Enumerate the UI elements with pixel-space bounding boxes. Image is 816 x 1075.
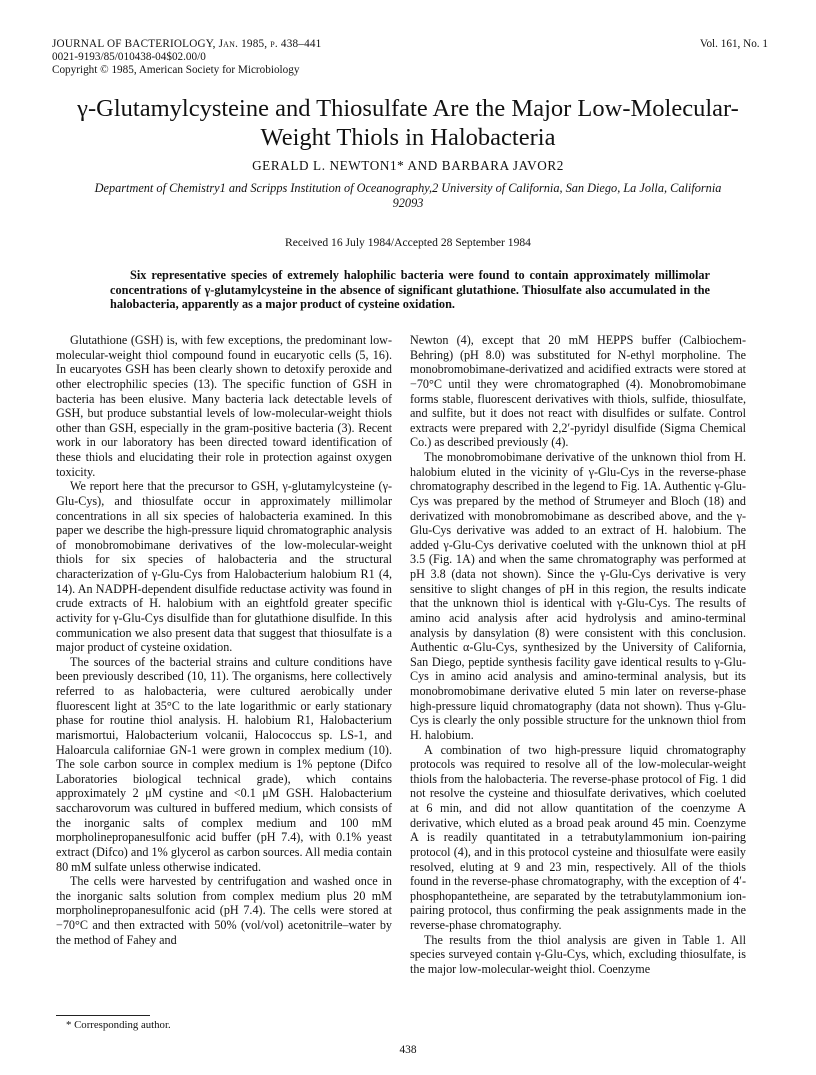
journal-citation: JOURNAL OF BACTERIOLOGY, Jan. 1985, p. 438–441 (52, 38, 322, 50)
running-header-left (52, 38, 321, 77)
paragraph: A combination of two high-pressure liquid chromatography protocols was required to resolve all of the low-molecular-weight thiols from the halobacteria. The reverse-phase protocol of Fig. 1 did not resolve the cysteine and thiosulfate derivatives, which coeluted at 6 min, and did not allow quantitation of the coenzyme A derivative, which eluted as a broad peak around 45 min. Coenzyme A is readily quantitated in a tetrabutylammonium ion-pairing protocol (4), and in this protocol cysteine and thiosulfate were easily resolved, eluting at 9 and 23 min, respectively. All of the thiols found in the reverse-phase chromatography, with the exception of 4′-phosphopantetheine, are separated by the tetrabutylammonium ion-pairing protocol, thus confirming the peak assignments made in the reverse-phase chromatography. (410, 742, 746, 932)
copyright-notice: Copyright © 1985, American Society for Microbiology (52, 64, 300, 76)
paragraph: The sources of the bacterial strains and culture conditions have been previously described (10, 11). The organisms, here collectively referred to as halobacteria, were cultured aerobically under fluorescent light at 35°C to the late logarithmic or early stationary phase for routine thiol analysis. H. halobium R1, Halobacterium marismortui, Halobacterium volcanii, Halococcus sp. LS-1, and Haloarcula californiae GN-1 were grown in complex medium (10). The sole carbon source in complex medium is 1% peptone (Difco Laboratories biological technical grade), which contains approximately 2 μM cystine and <0.1 μM GSH. Halobacterium saccharovorum was cultured in buffered medium, which consists of the inorganic salts of complex medium and 100 mM morpholinepropanesulfonic acid buffer (pH 7.4), with 0.1% yeast extract (Difco) and 1% glycerol as carbon sources. All media contain 80 mM sulfate unless otherwise indicated. (56, 654, 392, 874)
paragraph: We report here that the precursor to GSH, γ-glutamylcysteine (γ-Glu-Cys), and thiosulfate occur in approximately millimolar concentrations in all six species of halobacteria examined. In this paper we describe the high-pressure liquid chromatographic analysis of monobromobimane derivatives of the low-molecular-weight thiols for six species of halobacteria and the structural characterization of γ-Glu-Cys from Halobacterium halobium R1 (4, 14). An NADPH-dependent disulfide reductase activity was found in crude extracts of H. halobium with an eightfold greater specific activity for γ-Glu-Cys disulfide than for glutathione disulfide. In this communication we also present data that suggest that thiosulfate is a major product of cysteine oxidation. (56, 479, 392, 655)
body-column-left (56, 333, 392, 947)
article-title-line-2: Weight Thiols in Halobacteria (260, 124, 556, 151)
paragraph: The results from the thiol analysis are given in Table 1. All species surveyed contain γ-Glu-Cys, which, excluding thiosulfate, is the major low-molecular-weight thiol. Coenzyme (410, 932, 746, 976)
page-number: 438 (399, 1044, 417, 1056)
author-affiliation: Department of Chemistry1 and Scripps Institution of Oceanography,2 University of California, San Diego, La Jolla, California 92093 (94, 181, 722, 210)
article-title (40, 94, 776, 152)
volume-issue: Vol. 161, No. 1 (699, 38, 768, 50)
paragraph: Newton (4), except that 20 mM HEPPS buffer (Calbiochem-Behring) (pH 8.0) was substituted for N-ethyl morpholine. The monobromobimane-derivatized and acidified extracts were stored at −70°C until they were chromatographed (4). Monobromobimane forms stable, fluorescent derivatives with thiols, sulfide, thiosulfate, and sulfite, but it does not react with disulfides or sulfate. Control extracts were prepared with 2,2′-pyridyl disulfide (Sigma Chemical Co.) as described previously (4). (410, 333, 746, 450)
paragraph: The monobromobimane derivative of the unknown thiol from H. halobium eluted in the vicinity of γ-Glu-Cys in the reverse-phase chromatography described in the legend to Fig. 1A. Authentic γ-Glu-Cys was prepared by the method of Strumeyer and Bloch (18) and derivatized with monobromobimane as described above, and the γ-Glu-Cys derivative was added to an extract of H. halobium. The added γ-Glu-Cys derivative coeluted with the unknown thiol at pH 3.5 (Fig. 1A) and when the same chromatography was performed at pH 3.8 (data not shown). Since the γ-Glu-Cys derivative is very sensitive to slight changes of pH in this region, the results indicate that the unknown thiol is identical with γ-Glu-Cys. The results of amino acid analysis after acid hydrolysis and amino-terminal analysis by dansylation (8) were consistent with this conclusion. Authentic α-Glu-Cys, synthesized by the University of California, San Diego, peptide synthesis facility gave identical results to γ-Glu-Cys in amino acid analysis and amino-terminal analysis, but its monobromobimane derivative eluted 5 min later on reverse-phase high-pressure liquid chromatography (data not shown). Thus γ-Glu-Cys is clearly the only possible structure for the unknown thiol from H. halobium. (410, 450, 746, 742)
author-list: GERALD L. NEWTON1* AND BARBARA JAVOR2 (252, 158, 564, 173)
article-code: 0021-9193/85/010438-04$02.00/0 (52, 51, 206, 63)
body-column-right (410, 333, 746, 977)
abstract: Six representative species of extremely halophilic bacteria were found to contain approximately millimolar concentrations of γ-glutamylcysteine in the absence of significant glutathione. Thiosulfate also accumulated in the halobacteria, apparently as a major product of cysteine oxidation. (110, 268, 710, 312)
corresponding-author-footnote: * Corresponding author. (66, 1019, 171, 1031)
paragraph: The cells were harvested by centrifugation and washed once in the inorganic salts solution from complex medium plus 20 mM morpholinepropanesulfonic acid (pH 7.4). The cells were stored at −70°C and then extracted with 50% (vol/vol) acetonitrile–water by the method of Fahey and (56, 874, 392, 947)
article-title-line-1: γ-Glutamylcysteine and Thiosulfate Are the Major Low-Molecular- (77, 95, 739, 122)
received-accepted-dates: Received 16 July 1984/Accepted 28 September 1984 (285, 236, 531, 249)
footnote-divider (56, 1015, 150, 1016)
paragraph: Glutathione (GSH) is, with few exceptions, the predominant low-molecular-weight thiol compound found in eucaryotic cells (5, 16). In eucaryotes GSH has been clearly shown to detoxify peroxide and other electrophilic species (13). The specific function of GSH in bacteria has been elusive. Many bacteria lack detectable levels of GSH, but produce substantial levels of low-molecular-weight thiols other than GSH, especially in the gram-positive bacteria (3). Recent work in our laboratory has been directed toward identification of these thiols and elucidating their role in protection against oxygen toxicity. (56, 333, 392, 479)
